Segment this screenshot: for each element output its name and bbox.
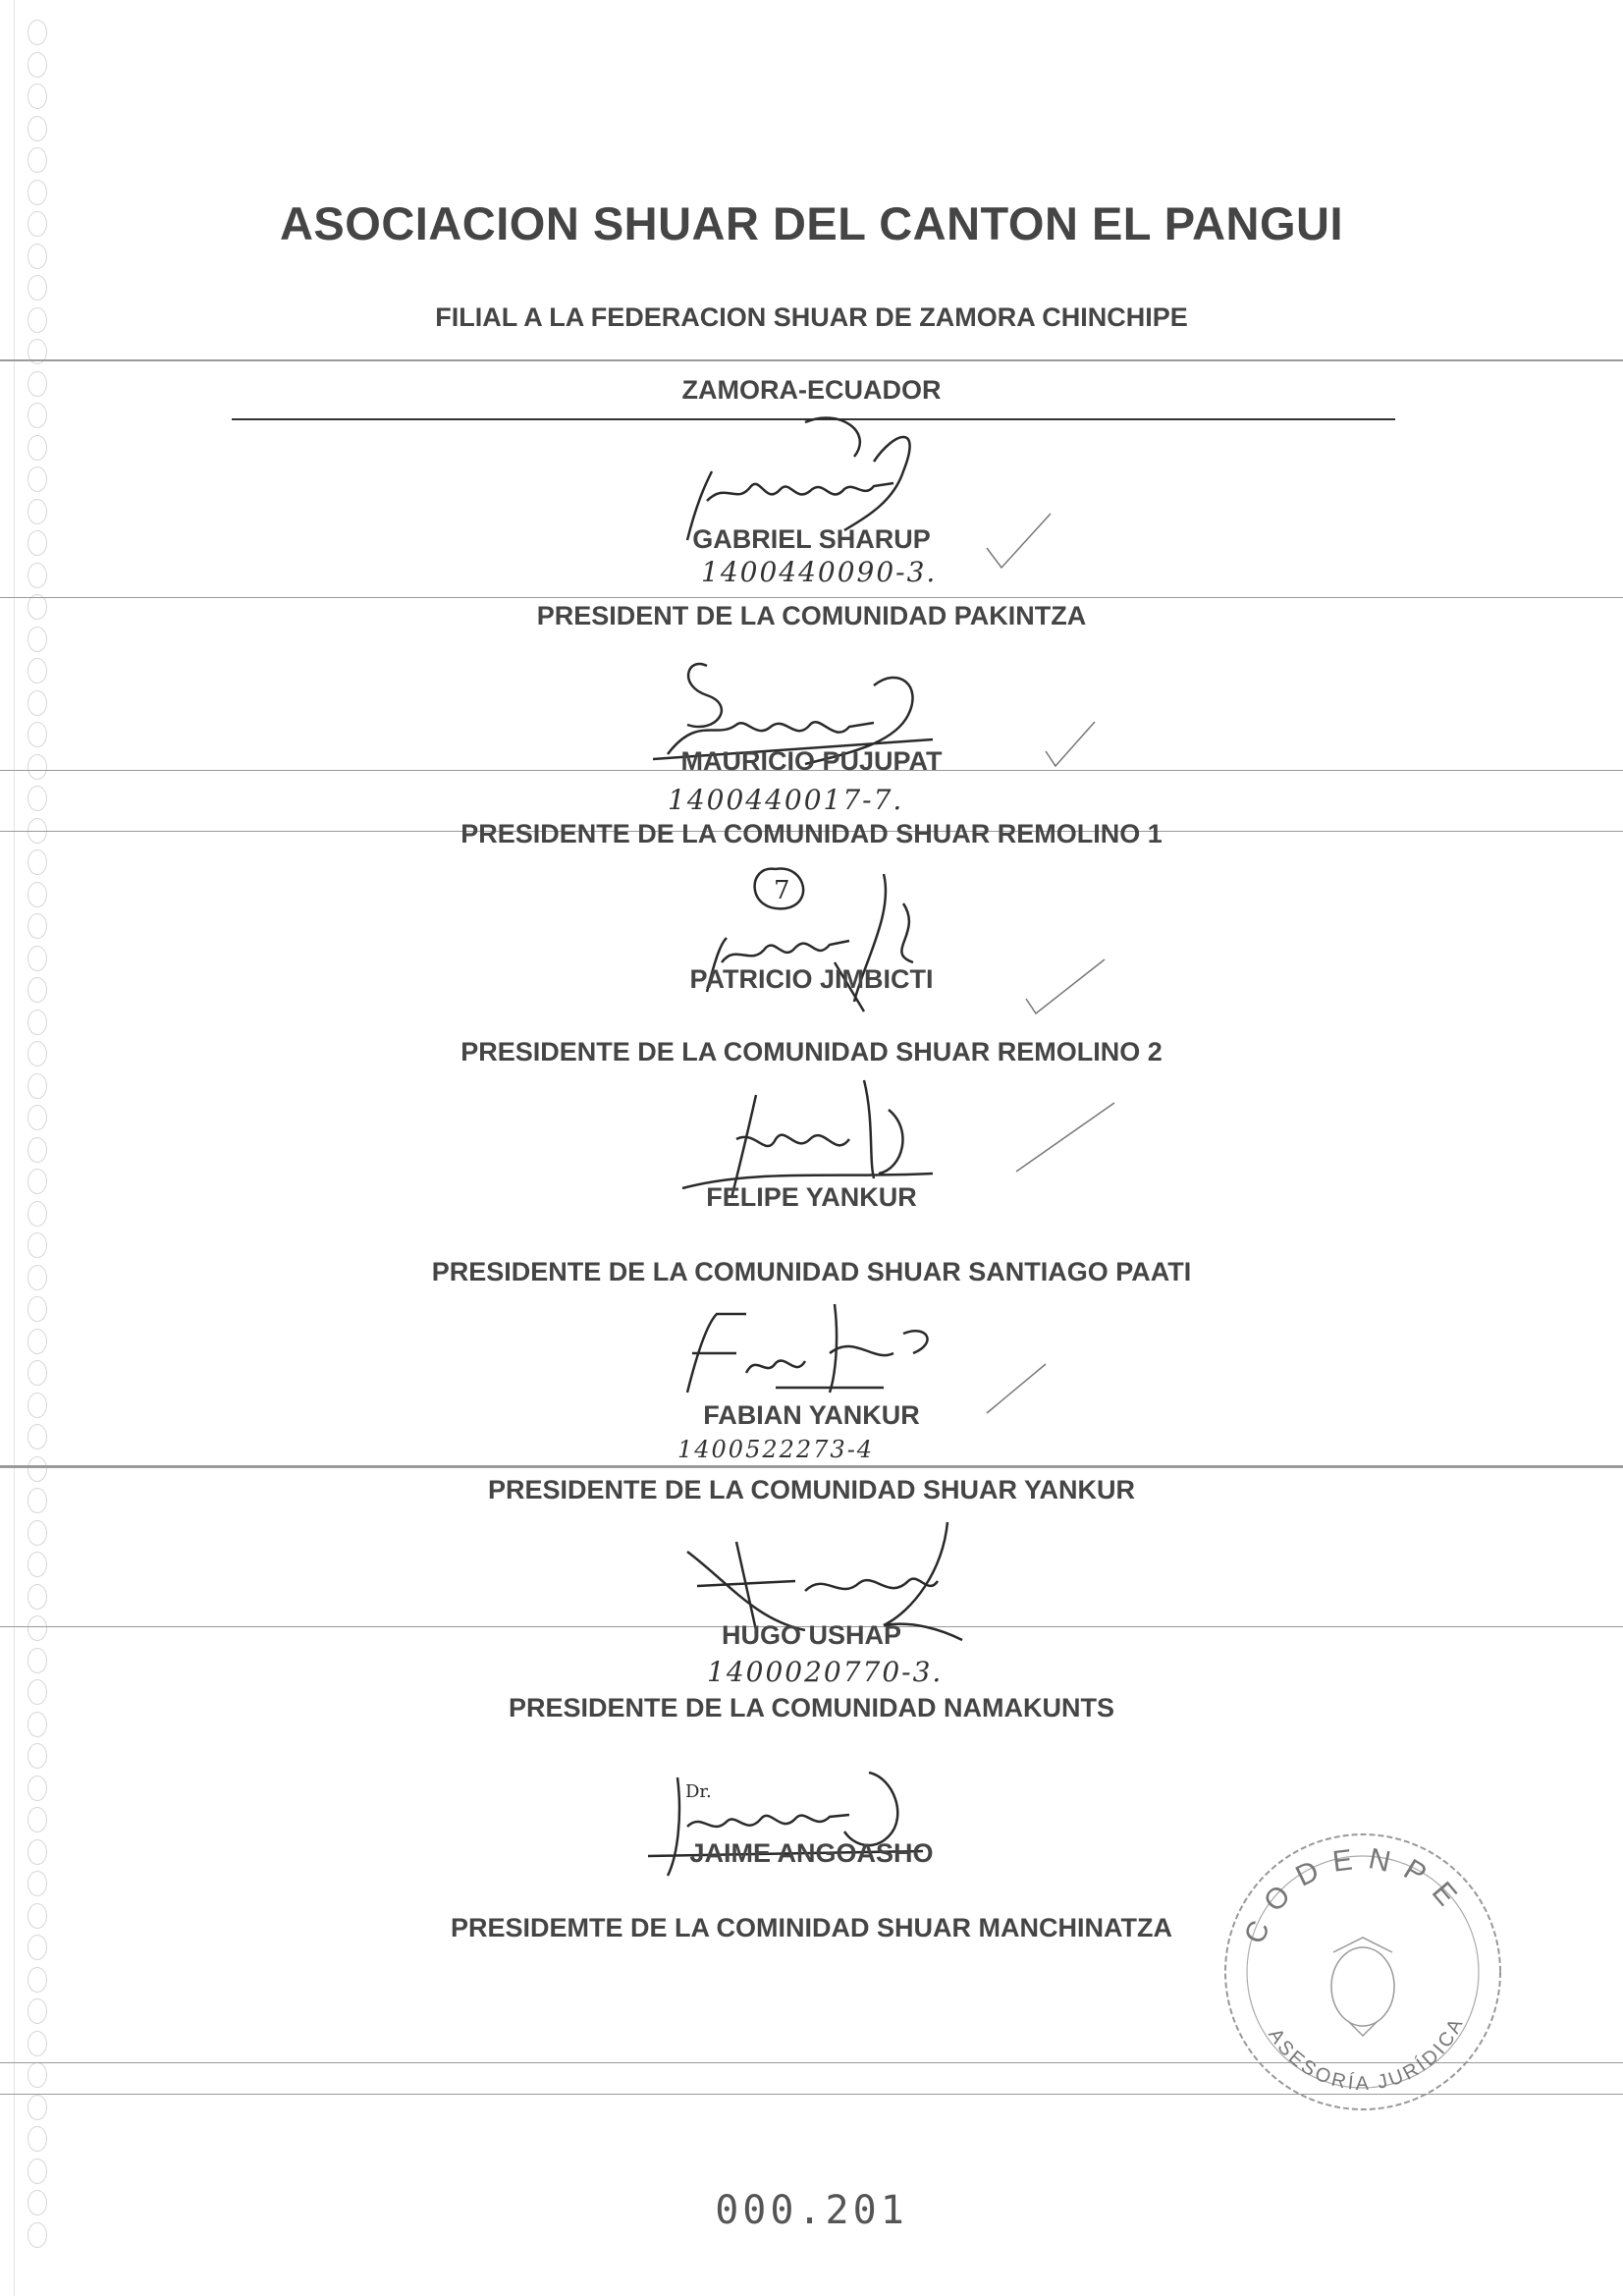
binder-hole (27, 1232, 47, 1258)
signatory-name: JAIME ANGOASHO (689, 1838, 934, 1868)
binder-hole (27, 1743, 47, 1769)
signatory-role: PRESIDEMTE DE LA COMINIDAD SHUAR MANCHINATZA (451, 1913, 1172, 1942)
binder-hole (27, 1105, 47, 1130)
svg-text:Dr.: Dr. (685, 1781, 712, 1802)
binder-hole (27, 1967, 47, 1993)
signatory-name: PATRICIO JIMBICTI (689, 964, 934, 994)
signatory-name: HUGO USHAP (721, 1620, 901, 1650)
signatory-name: GABRIEL SHARUP (692, 524, 931, 554)
scan-line (0, 597, 1623, 598)
binder-hole (27, 563, 47, 588)
signatory-role: PRESIDENTE DE LA COMUNIDAD SHUAR REMOLINO 1 (460, 819, 1163, 848)
binder-hole (27, 1776, 47, 1801)
binder-hole (27, 2159, 47, 2184)
signatory-id: 1400440090-3. (701, 556, 938, 588)
binder-hole (27, 147, 47, 173)
binder-hole (27, 849, 47, 875)
signatory-role: PRESIDENT DE LA COMUNIDAD PAKINTZA (536, 601, 1087, 630)
signatory-role: PRESIDENTE DE LA COMUNIDAD NAMAKUNTS (508, 1693, 1114, 1722)
stamp-bottom-text: ASESORÍA JURÍDICA (1264, 2012, 1469, 2095)
binder-hole (27, 466, 47, 492)
signature (668, 854, 962, 1021)
signatory-name: FELIPE YANKUR (706, 1182, 917, 1212)
binder-hole (27, 658, 47, 683)
codenpe-seal-stamp (1216, 1825, 1510, 2119)
binder-hole (27, 116, 47, 141)
binder-hole (27, 52, 47, 78)
binder-hole (27, 690, 47, 716)
check-mark (1011, 1098, 1119, 1176)
binder-hole (27, 1296, 47, 1322)
binder-hole (27, 20, 47, 45)
binder-hole (27, 2031, 47, 2056)
signature (658, 1294, 952, 1412)
signatory-name: MAURICIO PUJUPAT (680, 746, 943, 776)
binder-hole (27, 1073, 47, 1099)
binder-hole (27, 1552, 47, 1577)
binder-hole (27, 1648, 47, 1673)
binder-hole (27, 1520, 47, 1546)
page-number: 000.201 (715, 2188, 908, 2233)
scan-line (0, 1465, 1623, 1468)
document-location: ZAMORA-ECUADOR (681, 375, 942, 405)
binder-hole (27, 1329, 47, 1354)
svg-text:CODENPE (1238, 1842, 1472, 1948)
binder-hole (27, 1871, 47, 1896)
svg-text:7: 7 (774, 876, 790, 905)
binder-hole (27, 786, 47, 811)
binder-hole (27, 913, 47, 939)
signatory-role: PRESIDENTE DE LA COMUNIDAD SHUAR SANTIAGO PAATI (431, 1257, 1192, 1286)
check-mark (982, 1359, 1051, 1418)
binder-hole (27, 83, 47, 109)
binder-hole (27, 1010, 47, 1035)
stamp-top-text: CODENPE (1238, 1841, 1472, 1949)
check-mark (1021, 955, 1109, 1023)
binder-hole (27, 2126, 47, 2152)
binder-hole (27, 275, 47, 301)
binder-hole (27, 1360, 47, 1386)
binder-hole (27, 1137, 47, 1163)
binder-hole (27, 2095, 47, 2120)
binder-hole (27, 882, 47, 907)
signatory-role: PRESIDENTE DE LA COMUNIDAD SHUAR YANKUR (487, 1475, 1136, 1504)
binder-hole (27, 1807, 47, 1832)
binder-hole (27, 1998, 47, 2024)
signatory-id: 1400522273-4 (677, 1436, 875, 1463)
signatory-id: 1400440017-7. (668, 784, 904, 816)
binder-hole (27, 722, 47, 747)
document-title: ASOCIACION SHUAR DEL CANTON EL PANGUI (279, 197, 1344, 249)
binder-hole (27, 2062, 47, 2088)
margin-rule (14, 0, 15, 2296)
signatory-name: FABIAN YANKUR (703, 1400, 920, 1430)
signatory-role: PRESIDENTE DE LA COMUNIDAD SHUAR REMOLINO 2 (460, 1037, 1163, 1066)
check-mark (982, 509, 1060, 577)
document-subtitle: FILIAL A LA FEDERACION SHUAR DE ZAMORA CHINCHIPE (435, 302, 1188, 332)
binder-hole (27, 499, 47, 524)
binder-hole (27, 403, 47, 428)
binder-hole (27, 435, 47, 461)
coat-of-arms-icon (1331, 1938, 1394, 2036)
check-mark (1041, 717, 1100, 776)
signatory-id: 1400020770-3. (707, 1656, 944, 1688)
binder-hole (27, 1584, 47, 1610)
scan-line (0, 359, 1623, 361)
